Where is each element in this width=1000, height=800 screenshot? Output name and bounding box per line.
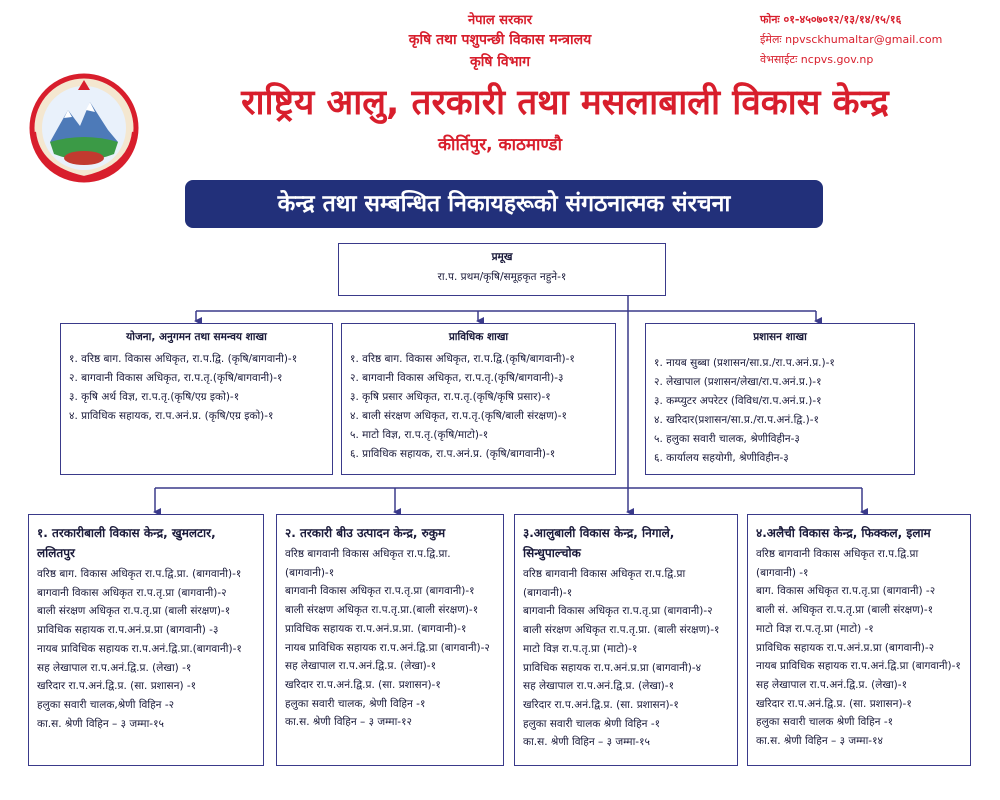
list-item: बाली संरक्षण अधिकृत रा.प.तृ.प्रा (बाली संरक्षण)-१ xyxy=(37,605,231,618)
list-item: १. वरिष्ठ बाग. विकास अधिकृत, रा.प.द्वि.(कृषि/बागवानी)-१ xyxy=(350,353,575,365)
list-item: प्राविधिक सहायक रा.प.अनं.प्र.प्रा (बागवानी) -३ xyxy=(37,624,219,637)
list-item: वरिष्ठ बागवानी विकास अधिकृत रा.प.द्वि.प्रा xyxy=(523,568,686,580)
list-item: का.स. श्रेणी विहिन – ३ जम्मा-१२ xyxy=(285,716,413,729)
list-item: बागवानी विकास अधिकृत रा.प.तृ.प्रा (बागवानी)-२ xyxy=(523,605,713,618)
list-item: (बागवानी)-१ xyxy=(285,566,335,579)
center-cardamom-fikkal xyxy=(747,514,971,766)
ministry-name: कृषि तथा पशुपन्छी विकास मन्त्रालय xyxy=(408,32,592,48)
list-item: (बागवानी) -१ xyxy=(756,566,809,579)
org-structure-banner: केन्द्र तथा सम्बन्धित निकायहरूको संगठनात्मक संरचना xyxy=(185,180,823,228)
list-item: ३. कृषि अर्थ विज्ञ, रा.प.तृ.(कृषि/एग्र इको)-१ xyxy=(69,391,240,403)
list-item: नायब प्राविधिक सहायक रा.प.अनं.द्वि.प्रा (बागवानी)-१ xyxy=(756,660,961,673)
list-item: प्राविधिक सहायक रा.प.अनं.प्र.प्रा (बागवानी)-४ xyxy=(523,661,702,674)
government-name: नेपाल सरकार xyxy=(467,13,533,28)
list-item: २. बागवानी विकास अधिकृत, रा.प.तृ.(कृषि/बागवानी)-३ xyxy=(350,372,564,384)
list-item: खरिदार रा.प.अनं.द्वि.प्र. (सा. प्रशासन) -१ xyxy=(37,680,197,693)
list-item: बाली संरक्षण अधिकृत रा.प.तृ.प्रा. (बाली संरक्षण)-१ xyxy=(523,624,720,637)
list-item: सह लेखापाल रा.प.अनं.द्वि.प्र. (लेखा)-१ xyxy=(756,678,908,691)
list-item: वरिष्ठ बागवानी विकास अधिकृत रा.प.द्वि.प्रा. xyxy=(285,548,451,560)
list-item: १. वरिष्ठ बाग. विकास अधिकृत, रा.प.द्वि. (कृषि/बागवानी)-१ xyxy=(69,353,298,365)
list-item: (बागवानी)-१ xyxy=(523,586,573,599)
center-title: २. तरकारी बीउ उत्पादन केन्द्र, रुकुम xyxy=(285,526,446,540)
list-item: वरिष्ठ बागवानी विकास अधिकृत रा.प.द्वि.प्रा xyxy=(756,548,919,560)
section-technical xyxy=(341,323,616,475)
list-item: नायब प्राविधिक सहायक रा.प.अनं.द्वि.प्रा.(बागवानी)-१ xyxy=(37,642,242,655)
section-planning xyxy=(60,323,333,475)
chief-box xyxy=(338,243,666,296)
phone-number: फोनः ०१-४५०७०१२/१३/१४/१५/१६ xyxy=(760,13,902,26)
list-item: ५. माटो विज्ञ, रा.प.तृ.(कृषि/माटो)-१ xyxy=(350,429,489,441)
list-item: खरिदार रा.प.अनं.द्वि.प्र. (सा. प्रशासन)-१ xyxy=(285,678,441,691)
list-item: का.स. श्रेणी विहिन – ३ जम्मा-१५ xyxy=(37,717,165,730)
list-item: बाली सं. अधिकृत रा.प.तृ.प्रा (बाली संरक्षण)-१ xyxy=(756,604,934,617)
list-item: ६. प्राविधिक सहायक, रा.प.अनं.प्र. (कृषि/बागवानी)-१ xyxy=(350,448,556,460)
list-item: खरिदार रा.प.अनं.द्वि.प्र. (सा. प्रशासन)-१ xyxy=(756,697,912,710)
section-administration xyxy=(645,323,915,475)
list-item: ५. हलुका सवारी चालक, श्रेणीविहीन-३ xyxy=(654,433,800,445)
section-title: प्राविधिक शाखा xyxy=(448,331,509,343)
list-item: बागवानी विकास अधिकृत रा.प.तृ.प्रा (बागवानी)-२ xyxy=(37,586,227,599)
list-item: बागवानी विकास अधिकृत रा.प.तृ.प्रा (बागवानी)-१ xyxy=(285,585,475,598)
center-title: ४.अलैची विकास केन्द्र, फिक्कल, इलाम xyxy=(756,526,931,540)
list-item: हलुका सवारी चालक, श्रेणी विहिन -१ xyxy=(285,697,426,710)
list-item: खरिदार रा.प.अनं.द्वि.प्र. (सा. प्रशासन)-१ xyxy=(523,698,679,711)
center-potato-nigale xyxy=(514,514,738,766)
list-item: ४. बाली संरक्षण अधिकृत, रा.प.तृ.(कृषि/बाली संरक्षण)-१ xyxy=(350,410,568,422)
center-title: ३.आलुबाली विकास केन्द्र, निगाले, सिन्धुपाल्चोक xyxy=(523,526,675,560)
list-item: नायब प्राविधिक सहायक रा.प.अनं.द्वि.प्रा (बागवानी)-२ xyxy=(285,641,490,654)
center-seed-rukum xyxy=(276,514,504,766)
list-item: ३. कृषि प्रसार अधिकृत, रा.प.तृ.(कृषि/कृषि प्रसार)-१ xyxy=(350,391,551,403)
website-address: वेभसाईटः ncpvs.gov.np xyxy=(760,53,874,66)
center-vegetable-khumaltar xyxy=(28,514,264,766)
section-title: योजना, अनुगमन तथा समन्वय शाखा xyxy=(126,331,267,343)
list-item: प्राविधिक सहायक रा.प.अनं.प्र.प्रा. (बागवानी)-१ xyxy=(285,622,467,635)
list-item: हलुका सवारी चालक श्रेणी विहिन -१ xyxy=(756,716,894,729)
list-item: २. लेखापाल (प्रशासन/लेखा/रा.प.अनं.प्र.)-१ xyxy=(654,376,822,388)
list-item: वरिष्ठ बाग. विकास अधिकृत रा.प.द्वि.प्रा. (बागवानी)-१ xyxy=(37,568,242,580)
list-item: का.स. श्रेणी विहिन – ३ जम्मा-१४ xyxy=(756,735,884,748)
list-item: माटो विज्ञ रा.प.तृ.प्रा (माटो)-१ xyxy=(523,642,638,655)
list-item: ४. खरिदार(प्रशासन/सा.प्र./रा.प.अनं.द्वि.)-१ xyxy=(654,414,820,426)
center-location: कीर्तिपुर, काठमाण्डौ xyxy=(437,135,562,155)
list-item: ६. कार्यालय सहयोगी, श्रेणीविहीन-३ xyxy=(654,452,789,464)
list-item: हलुका सवारी चालक श्रेणी विहिन -१ xyxy=(523,717,661,730)
center-title: १. तरकारीबाली विकास केन्द्र, खुमलटार, ललितपुर xyxy=(37,526,216,560)
list-item: सह लेखापाल रा.प.अनं.द्वि.प्र. (लेखा)-१ xyxy=(523,680,675,693)
list-item: बाग. विकास अधिकृत रा.प.तृ.प्रा (बागवानी) -२ xyxy=(756,585,936,598)
list-item: सह लेखापाल रा.प.अनं.द्वि.प्र. (लेखा)-१ xyxy=(285,660,437,673)
list-item: का.स. श्रेणी विहिन – ३ जम्मा-१५ xyxy=(523,736,651,749)
list-item: ४. प्राविधिक सहायक, रा.प.अनं.प्र. (कृषि/एग्र इको)-१ xyxy=(69,410,274,422)
list-item: प्राविधिक सहायक रा.प.अनं.प्र.प्रा (बागवानी)-२ xyxy=(756,641,935,654)
department-name: कृषि विभाग xyxy=(469,54,531,70)
list-item: ३. कम्प्युटर अपरेटर (विविध/रा.प.अनं.प्र.)-१ xyxy=(654,395,822,407)
list-item: १. नायब सुब्बा (प्रशासन/सा.प्र./रा.प.अनं.प्र.)-१ xyxy=(654,357,835,369)
list-item: बाली संरक्षण अधिकृत रा.प.तृ.प्रा.(बाली संरक्षण)-१ xyxy=(285,604,479,617)
list-item: सह लेखापाल रा.प.अनं.द्वि.प्र. (लेखा) -१ xyxy=(37,661,192,674)
email-address: ईमेलः npvsckhumaltar@gmail.com xyxy=(760,33,943,46)
chief-post: रा.प. प्रथम/कृषि/समूहकृत नहुने-१ xyxy=(437,271,567,283)
center-name: राष्ट्रिय आलु, तरकारी तथा मसलाबाली विकास केन्द्र xyxy=(241,83,889,123)
section-title: प्रशासन शाखा xyxy=(753,331,807,343)
list-item: माटो विज्ञ रा.प.तृ.प्रा (माटो) -१ xyxy=(756,622,874,635)
list-item: हलुका सवारी चालक,श्रेणी विहिन -२ xyxy=(37,698,175,711)
list-item: २. बागवानी विकास अधिकृत, रा.प.तृ.(कृषि/बागवानी)-१ xyxy=(69,372,283,384)
chief-title: प्रमूख xyxy=(491,251,513,263)
